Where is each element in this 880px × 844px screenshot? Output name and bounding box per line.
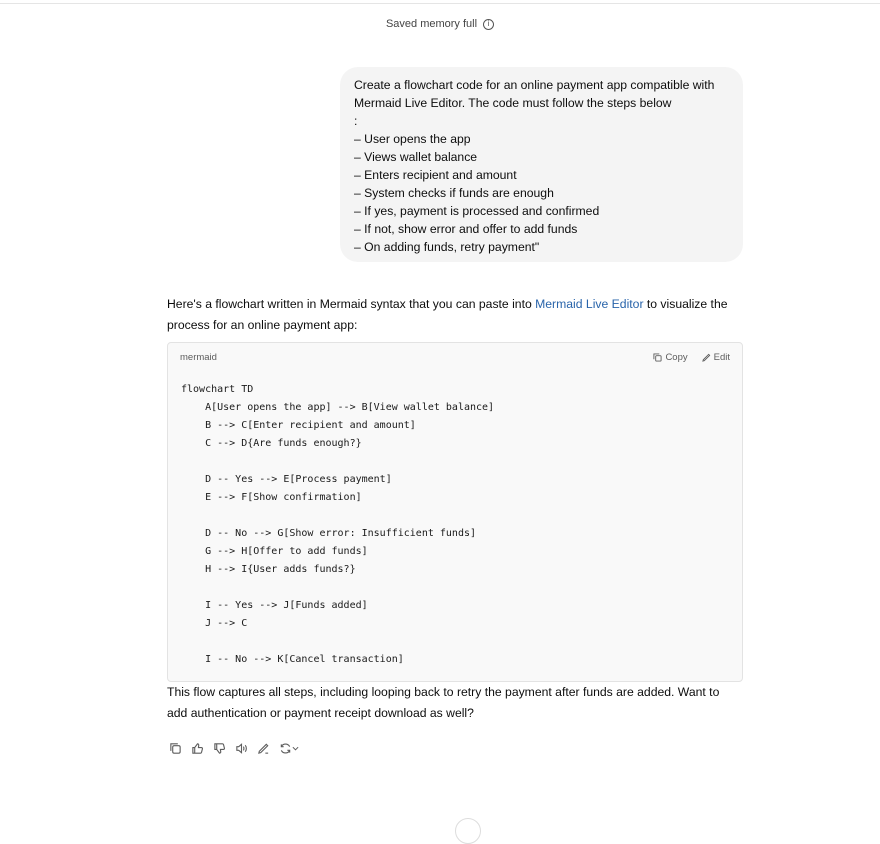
edit-in-canvas-button[interactable] — [255, 740, 271, 756]
info-icon[interactable]: i — [483, 19, 494, 30]
edit-icon — [702, 353, 711, 362]
thumbs-down-icon — [213, 742, 226, 755]
code-language-label: mermaid — [180, 351, 217, 363]
memory-notice[interactable] — [0, 18, 880, 30]
top-divider — [0, 3, 880, 4]
copy-label: Copy — [665, 351, 688, 363]
assistant-closing: This flow captures all steps, including looping back to retry the payment after funds are added. Want to add authentication or payment receipt download as well? — [167, 685, 720, 720]
message-actions — [167, 740, 301, 756]
intro-text-end: to visualize the process for an online payment app: — [167, 297, 728, 332]
thumbs-up-icon — [191, 742, 204, 755]
scroll-to-bottom-button[interactable] — [455, 818, 481, 844]
code-header — [168, 343, 742, 371]
copy-icon — [653, 353, 662, 362]
edit-label: Edit — [713, 351, 730, 363]
bad-response-button[interactable] — [211, 740, 227, 756]
regenerate-icon — [279, 742, 292, 755]
chevron-down-icon — [292, 745, 299, 752]
copy-message-button[interactable] — [167, 740, 183, 756]
code-block — [167, 342, 743, 682]
mermaid-live-editor-link[interactable]: Mermaid Live Editor — [535, 297, 644, 311]
user-message-text: Create a flowchart code for an online payment app compatible with Mermaid Live Editor. The code must follow the steps below : – User opens the app – Views wallet balance – Enters recipient and amount – System checks if funds are enough – If yes, payment is processed and confirmed – If not, show error and offer to add funds – On adding funds, retry payment" — [354, 78, 715, 254]
good-response-button[interactable] — [189, 740, 205, 756]
copy-icon — [169, 742, 182, 755]
assistant-message — [167, 294, 743, 724]
edit-icon — [257, 742, 270, 755]
memory-notice-text: Saved memory full — [385, 18, 478, 30]
regenerate-button[interactable] — [277, 740, 301, 756]
read-aloud-icon — [235, 742, 248, 755]
read-aloud-button[interactable] — [233, 740, 249, 756]
assistant-intro — [167, 294, 743, 336]
intro-text: Here's a flowchart written in Mermaid syntax that you can paste into — [167, 297, 536, 311]
user-message-bubble — [340, 67, 743, 262]
copy-code-button[interactable] — [653, 347, 687, 368]
edit-code-button[interactable] — [702, 347, 730, 368]
code-content[interactable]: flowchart TD A[User opens the app] --> B[View wallet balance] B --> C[Enter recipient and amount] C --> D{Are funds enough?} D -- Yes --> E[Process payment] E --> F[Show confirmation] D -- No --> G[Show error: Insufficient funds] G --> H[Offer to add funds] H --> I{User adds funds?} I -- Yes --> J[Funds added] J --> C I -- No --> K[Cancel transaction] — [181, 384, 495, 665]
